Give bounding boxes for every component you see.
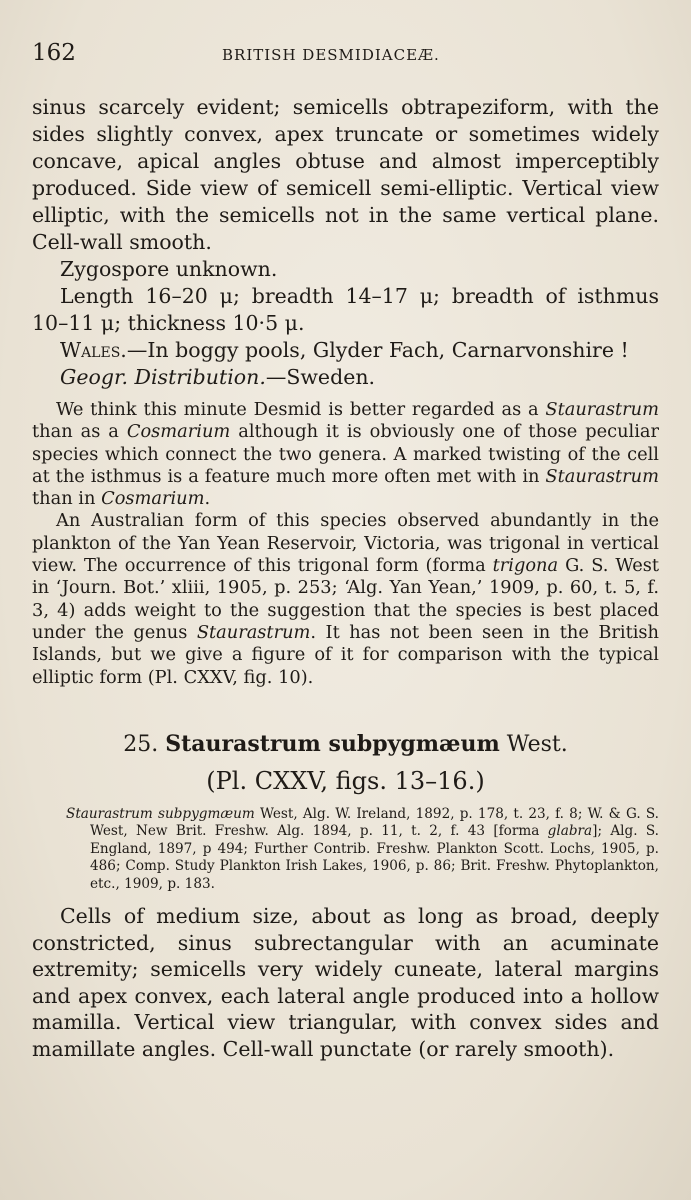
species-name: Staurastrum subpygmæum xyxy=(165,730,500,757)
genus-name: Cosmarium xyxy=(101,488,205,510)
running-head xyxy=(32,40,659,74)
text-run: although it is obviously one of those peculiar species which connect the two genera. A marked twisting of the cell at the isthmus is a feature much more often met with in xyxy=(32,421,659,487)
text-run: G. S. West in ‘Journ. Bot.’ xliii, 1905, p. 253; ‘Alg. Yan Yean,’ 1909, p. 60, t. 5, f. 3, 4) adds weight to the suggestion that the species is best placed under the genus xyxy=(32,555,659,643)
locality-label: Wales. xyxy=(60,338,127,362)
text-run: than as a xyxy=(32,421,127,443)
continued-species-text xyxy=(32,94,659,391)
genus-name: Staurastrum xyxy=(196,621,311,643)
species-description: Cells of medium size, about as long as broad, deeply constricted, sinus subrectangular with an acuminate extremity; semicells very widely cuneate, lateral margins and apex convex, each lateral angle produced into a hollow mamilla. Vertical view triangular, with convex sides and mamillate angles. Cell-wall punctate (or rarely smooth). xyxy=(32,904,659,1061)
synonymy-references xyxy=(56,806,659,894)
forma-name: glabra xyxy=(547,823,593,840)
species-number: 25. xyxy=(123,731,159,757)
species-title xyxy=(32,729,659,760)
genus-name: Cosmarium xyxy=(126,421,231,443)
species-heading xyxy=(32,729,659,798)
plate-reference: (Pl. CXXV, figs. 13–16.) xyxy=(206,766,485,795)
text-run: than in xyxy=(32,488,102,510)
distribution-text: —Sweden. xyxy=(265,365,376,389)
zygospore-note: Zygospore unknown. xyxy=(60,257,278,281)
forma-name: trigona xyxy=(492,555,559,577)
synonym-name: Staurastrum subpygmæum xyxy=(66,805,255,822)
distribution xyxy=(32,364,659,391)
text-run: An Australian form of this species observed abundantly in the plankton of the Yan Yean Reservoir, Victoria, was trigonal in vertical view. The occurrence of this trigonal form (forma xyxy=(32,510,659,577)
commentary xyxy=(32,399,659,689)
continued-description: sinus scarcely evident; semicells obtrapeziform, with the sides slightly convex, apex truncate or sometimes widely concave, apical angles obtuse and almost imperceptibly produced. Side view of semicell semi-elliptic. Vertical view elliptic, with the semicells not in the same vertical plane. Cell-wall smooth. xyxy=(32,95,659,254)
locality xyxy=(32,337,659,364)
text-run: ]; Alg. S. England, 1897, p 494; Further Contrib. Freshw. Plankton Scott. Lochs, 1905, p. 486; Comp. Study Plankton Irish Lakes, 1906, p. 86; Brit. Freshw. Phytoplankton, etc., 1909, p. 183. xyxy=(90,823,659,892)
text-run: . It has not been seen in the British Islands, but we give a figure of it for comparison with the typical elliptic form (Pl. CXXV, fig. 10). xyxy=(32,621,659,688)
page-number: 162 xyxy=(32,40,76,66)
genus-name: Staurastrum xyxy=(545,399,659,420)
genus-name: Staurastrum xyxy=(545,465,659,487)
commentary-paragraph-1 xyxy=(32,399,659,510)
locality-text: —In boggy pools, Glyder Fach, Carnarvonshire ! xyxy=(126,338,629,362)
species-author: West. xyxy=(506,731,568,757)
dimensions: Length 16–20 μ; breadth 14–17 μ; breadth of isthmus 10–11 μ; thickness 10·5 μ. xyxy=(32,284,659,335)
text-run: West, Alg. W. Ireland, 1892, p. 178, t. 23, f. 8; W. & G. S. West, New Brit. Freshw. Alg. 1894, p. 11, t. 2, f. 43 [forma xyxy=(90,805,659,840)
running-title: BRITISH DESMIDIACEÆ. xyxy=(222,46,440,64)
text-run: . xyxy=(204,488,211,510)
text-run: We think this minute Desmid is better regarded as a xyxy=(56,399,546,420)
commentary-paragraph-2 xyxy=(32,510,659,688)
distribution-label: Geogr. Distribution. xyxy=(60,365,266,389)
